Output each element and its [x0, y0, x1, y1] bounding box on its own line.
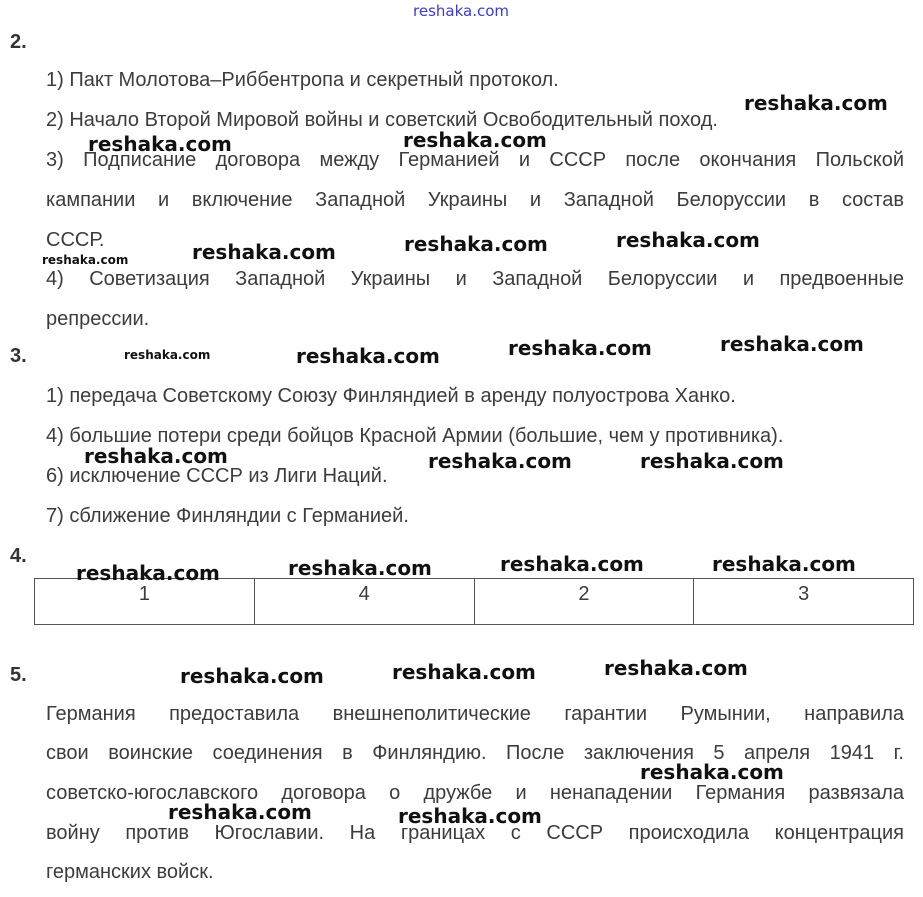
watermark: reshaka.com [712, 552, 856, 576]
watermark: reshaka.com [428, 449, 572, 473]
watermark: reshaka.com [392, 660, 536, 684]
section-3-number: 3. [10, 345, 27, 367]
watermark: reshaka.com [604, 656, 748, 680]
watermark: reshaka.com [180, 664, 324, 688]
section-2-item-3-line-2: кампании и включение Западной Украины и Западной Белоруссии в состав [46, 189, 904, 211]
watermark: reshaka.com [720, 332, 864, 356]
watermark: reshaka.com [403, 128, 547, 152]
section-2-item-2: 2) Начало Второй Мировой войны и советский Освободительный поход. [46, 109, 718, 131]
section-2-item-3-line-3: СССР. [46, 229, 105, 251]
watermark: reshaka.com [616, 228, 760, 252]
answer-cell-3: 2 [474, 579, 694, 625]
answer-cell-4: 3 [694, 579, 914, 625]
section-2-item-4-line-2: репрессии. [46, 308, 150, 330]
section-3-item-6: 6) исключение СССР из Лиги Наций. [46, 465, 388, 487]
watermark: reshaka.com [744, 91, 888, 115]
section-3-item-4: 4) большие потери среди бойцов Красной Армии (большие, чем у противника). [46, 425, 784, 447]
watermark: reshaka.com [192, 240, 336, 264]
watermark-small: reshaka.com [42, 253, 129, 267]
watermark-small: reshaka.com [124, 348, 211, 362]
watermark: reshaka.com [404, 232, 548, 256]
answer-cell-2: 4 [254, 579, 474, 625]
answer-cell-1: 1 [35, 579, 255, 625]
section-2-item-4-line-1: 4) Советизация Западной Украины и Западной Белоруссии и предвоенные [46, 268, 904, 290]
section-2-item-1: 1) Пакт Молотова–Риббентропа и секретный протокол. [46, 69, 559, 91]
watermark: reshaka.com [168, 800, 312, 824]
section-5-number: 5. [10, 664, 27, 686]
answers-table [34, 578, 914, 625]
watermark: reshaka.com [640, 760, 784, 784]
section-2-item-3-line-1: 3) Подписание договора между Германией и СССР после окончания Польской [46, 149, 904, 171]
header-watermark: reshaka.com [413, 2, 509, 20]
section-4-number: 4. [10, 545, 27, 567]
section-5-line-5: германских войск. [46, 861, 214, 883]
section-5-line-2: свои воинские соединения в Финляндию. После заключения 5 апреля 1941 г. [46, 742, 904, 764]
watermark: reshaka.com [640, 449, 784, 473]
section-5-line-1: Германия предоставила внешнеполитические гарантии Румынии, направила [46, 703, 904, 725]
watermark: reshaka.com [288, 556, 432, 580]
section-3-item-1: 1) передача Советскому Союзу Финляндией в аренду полуострова Ханко. [46, 385, 736, 407]
section-5-line-3: советско-югославского договора о дружбе и ненападении Германия развязала [46, 782, 904, 804]
section-3-item-7: 7) сближение Финляндии с Германией. [46, 505, 409, 527]
watermark: reshaka.com [88, 132, 232, 156]
watermark: reshaka.com [508, 336, 652, 360]
watermark: reshaka.com [398, 804, 542, 828]
watermark: reshaka.com [296, 344, 440, 368]
table-row [35, 579, 914, 625]
watermark: reshaka.com [84, 444, 228, 468]
watermark: reshaka.com [500, 552, 644, 576]
section-2-number: 2. [10, 31, 27, 53]
watermark: reshaka.com [76, 561, 220, 585]
section-5-line-4: войну против Югославии. На границах с СССР происходила концентрация [46, 822, 904, 844]
